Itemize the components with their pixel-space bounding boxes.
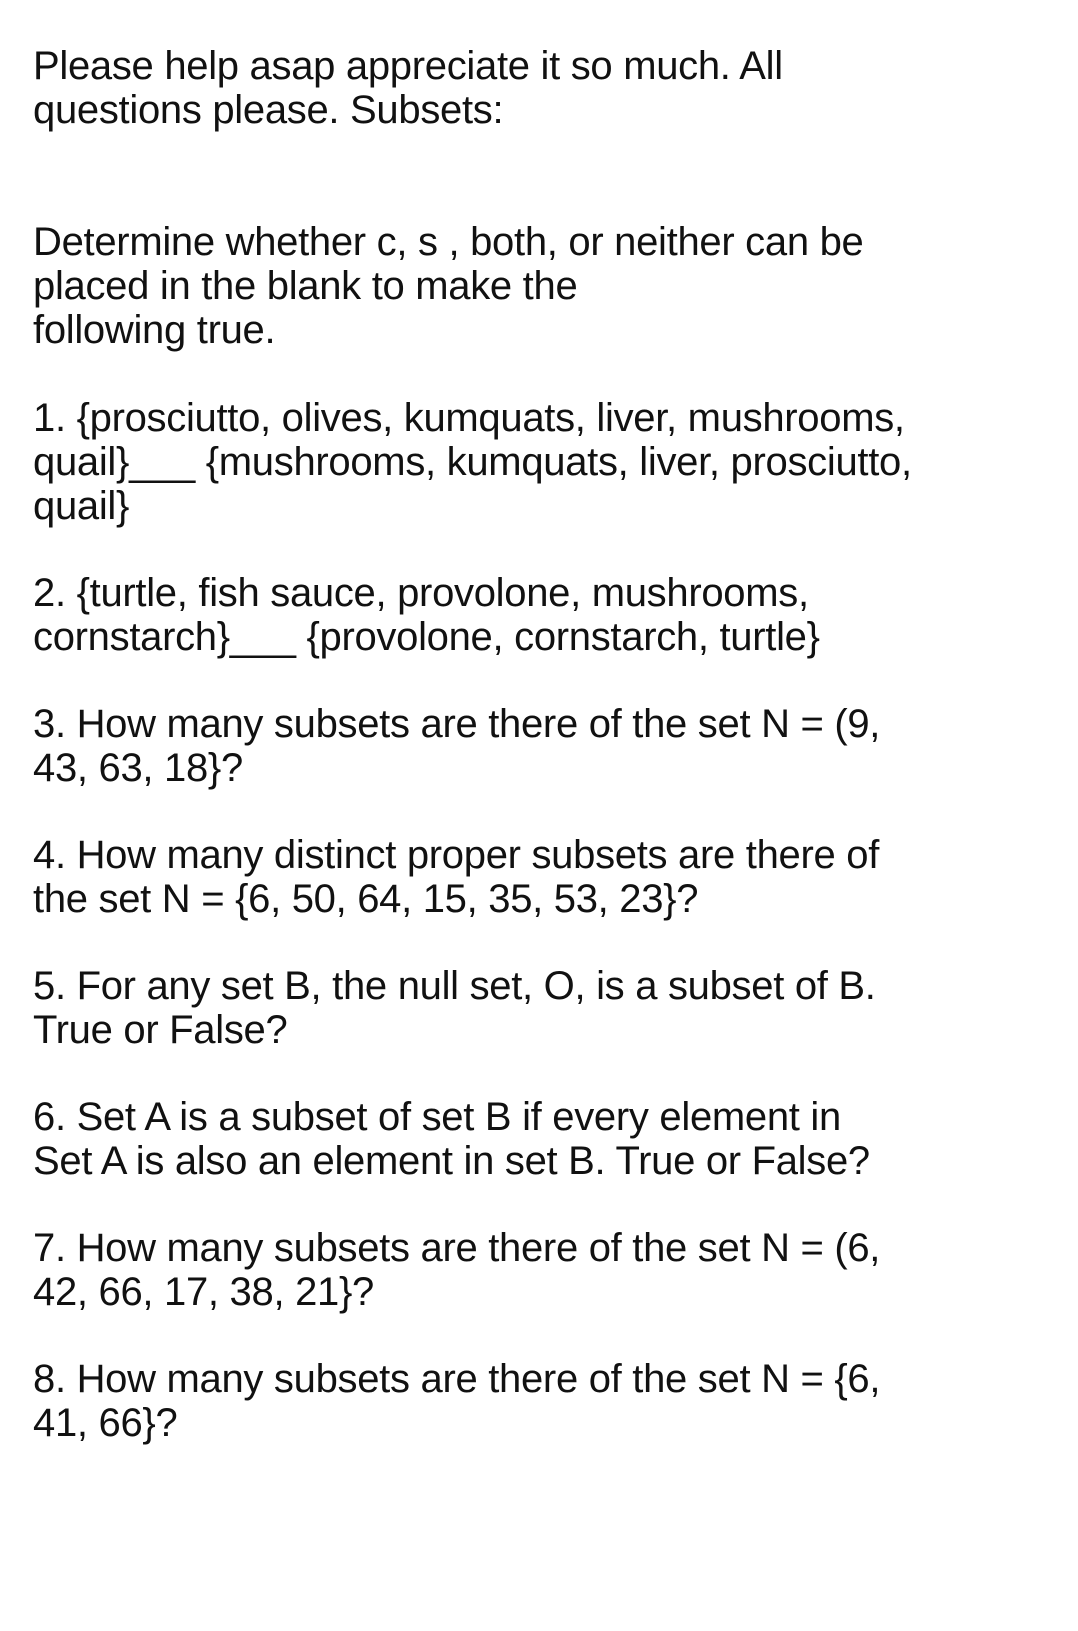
- instructions-text: Determine whether c, s , both, or neither can be placed in the blank to make the following true.: [33, 220, 864, 352]
- question-6: 6. Set A is a subset of set B if every element in Set A is also an element in set B. True or False?: [33, 1095, 870, 1183]
- intro-text: Please help asap appreciate it so much. All questions please. Subsets:: [33, 44, 783, 132]
- document: [33, 44, 1063, 1488]
- question-8: 8. How many subsets are there of the set N = {6, 41, 66}?: [33, 1357, 881, 1445]
- question-3: 3. How many subsets are there of the set N = (9, 43, 63, 18}?: [33, 702, 881, 790]
- question-2: 2. {turtle, fish sauce, provolone, mushrooms, cornstarch}___ {provolone, cornstarch, turtle}: [33, 571, 820, 659]
- question-1: 1. {prosciutto, olives, kumquats, liver, mushrooms, quail}___ {mushrooms, kumquats, liver, prosciutto, quail}: [33, 396, 912, 528]
- question-4: 4. How many distinct proper subsets are there of the set N = {6, 50, 64, 15, 35, 53, 23}?: [33, 833, 880, 921]
- question-7: 7. How many subsets are there of the set N = (6, 42, 66, 17, 38, 21}?: [33, 1226, 881, 1314]
- question-5: 5. For any set B, the null set, O, is a subset of B. True or False?: [33, 964, 876, 1052]
